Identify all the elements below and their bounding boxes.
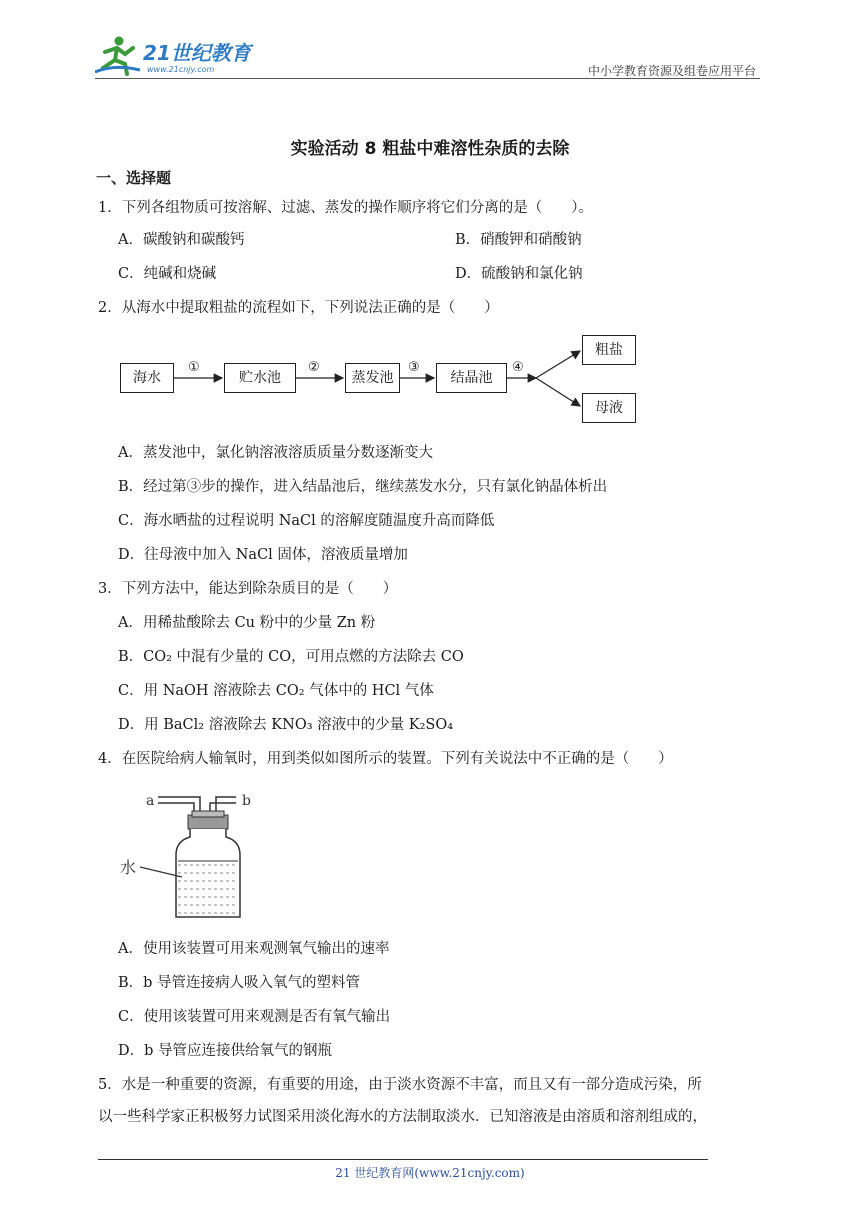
page-title: 实验活动 8 粗盐中难溶性杂质的去除 xyxy=(290,139,570,159)
oxygen-humidifier-bottle-figure xyxy=(118,785,268,925)
q2-option-a: A．蒸发池中，氯化钠溶液溶质质量分数逐渐变大 xyxy=(118,445,433,461)
runner-icon xyxy=(95,37,140,75)
q1-option-a: A．碳酸钠和碳酸钙 xyxy=(118,232,245,248)
question-5-stem-line-1: 5．水是一种重要的资源，有重要的用途，由于淡水资源不丰富，而且又有一部分造成污染，所 xyxy=(98,1077,702,1093)
q2-option-b: B．经过第③步的操作，进入结晶池后，继续蒸发水分，只有氯化钠晶体析出 xyxy=(118,479,608,495)
q3-option-d: D．用 BaCl₂ 溶液除去 KNO₃ 溶液中的少量 K₂SO₄ xyxy=(118,717,454,733)
flow-step-4: ④ xyxy=(512,360,524,375)
flow-box-crude-salt: 粗盐 xyxy=(582,335,636,365)
label-a: a xyxy=(146,793,155,809)
salt-extraction-flowchart xyxy=(118,333,648,429)
flow-box-crystallization-pond: 结晶池 xyxy=(436,363,507,393)
question-2-stem: 2．从海水中提取粗盐的流程如下，下列说法正确的是（ ） xyxy=(98,300,499,316)
q4-option-c: C．使用该装置可用来观测是否有氧气输出 xyxy=(118,1009,391,1025)
q2-option-c: C．海水晒盐的过程说明 NaCl 的溶解度随温度升高而降低 xyxy=(118,513,495,529)
section-heading: 一、选择题 xyxy=(96,169,172,187)
q2-option-d: D．往母液中加入 NaCl 固体，溶液质量增加 xyxy=(118,547,408,563)
q4-option-a: A．使用该装置可用来观测氧气输出的速率 xyxy=(118,941,390,957)
flow-step-3: ③ xyxy=(408,360,420,375)
footer-rule xyxy=(98,1159,708,1160)
q4-option-b: B．b 导管连接病人吸入氧气的塑料管 xyxy=(118,975,361,991)
footer-link[interactable]: 21 世纪教育网(www.21cnjy.com) xyxy=(335,1166,525,1180)
flow-step-2: ② xyxy=(308,360,320,375)
header-rule xyxy=(95,78,760,79)
q3-option-a: A．用稀盐酸除去 Cu 粉中的少量 Zn 粉 xyxy=(118,615,376,631)
logo-text: 21世纪教育 xyxy=(143,41,251,65)
q3-option-c: C．用 NaOH 溶液除去 CO₂ 气体中的 HCl 气体 xyxy=(118,683,434,699)
q4-option-d: D．b 导管应连接供给氧气的钢瓶 xyxy=(118,1043,333,1059)
flow-box-mother-liquor: 母液 xyxy=(582,393,636,423)
question-1-stem: 1．下列各组物质可按溶解、过滤、蒸发的操作顺序将它们分离的是（ ）。 xyxy=(98,200,593,216)
platform-name: 中小学教育资源及组卷应用平台 xyxy=(587,64,756,78)
flow-box-evaporation-pond: 蒸发池 xyxy=(345,363,400,393)
question-4-stem: 4．在医院给病人输氧时，用到类似如图所示的装置。下列有关说法中不正确的是（ ） xyxy=(98,751,673,767)
question-3-stem: 3．下列方法中，能达到除杂质目的是（ ） xyxy=(98,581,398,597)
label-b: b xyxy=(242,793,251,809)
page-header xyxy=(95,30,760,80)
flow-step-1: ① xyxy=(188,360,200,375)
site-logo xyxy=(95,34,265,76)
q3-option-b: B．CO₂ 中混有少量的 CO，可用点燃的方法除去 CO xyxy=(118,649,464,665)
flow-box-seawater: 海水 xyxy=(120,363,174,393)
q1-option-d: D．硫酸钠和氯化钠 xyxy=(455,266,583,282)
label-water: 水 xyxy=(120,858,137,877)
question-5-stem-line-2: 以一些科学家正积极努力试图采用淡化海水的方法制取淡水．已知溶液是由溶质和溶剂组成的， xyxy=(98,1109,707,1125)
q1-option-b: B．硝酸钾和硝酸钠 xyxy=(455,232,582,248)
logo-url: www.21cnjy.com xyxy=(147,65,215,74)
flow-box-reservoir: 贮水池 xyxy=(224,363,296,393)
q1-option-c: C．纯碱和烧碱 xyxy=(118,266,217,282)
